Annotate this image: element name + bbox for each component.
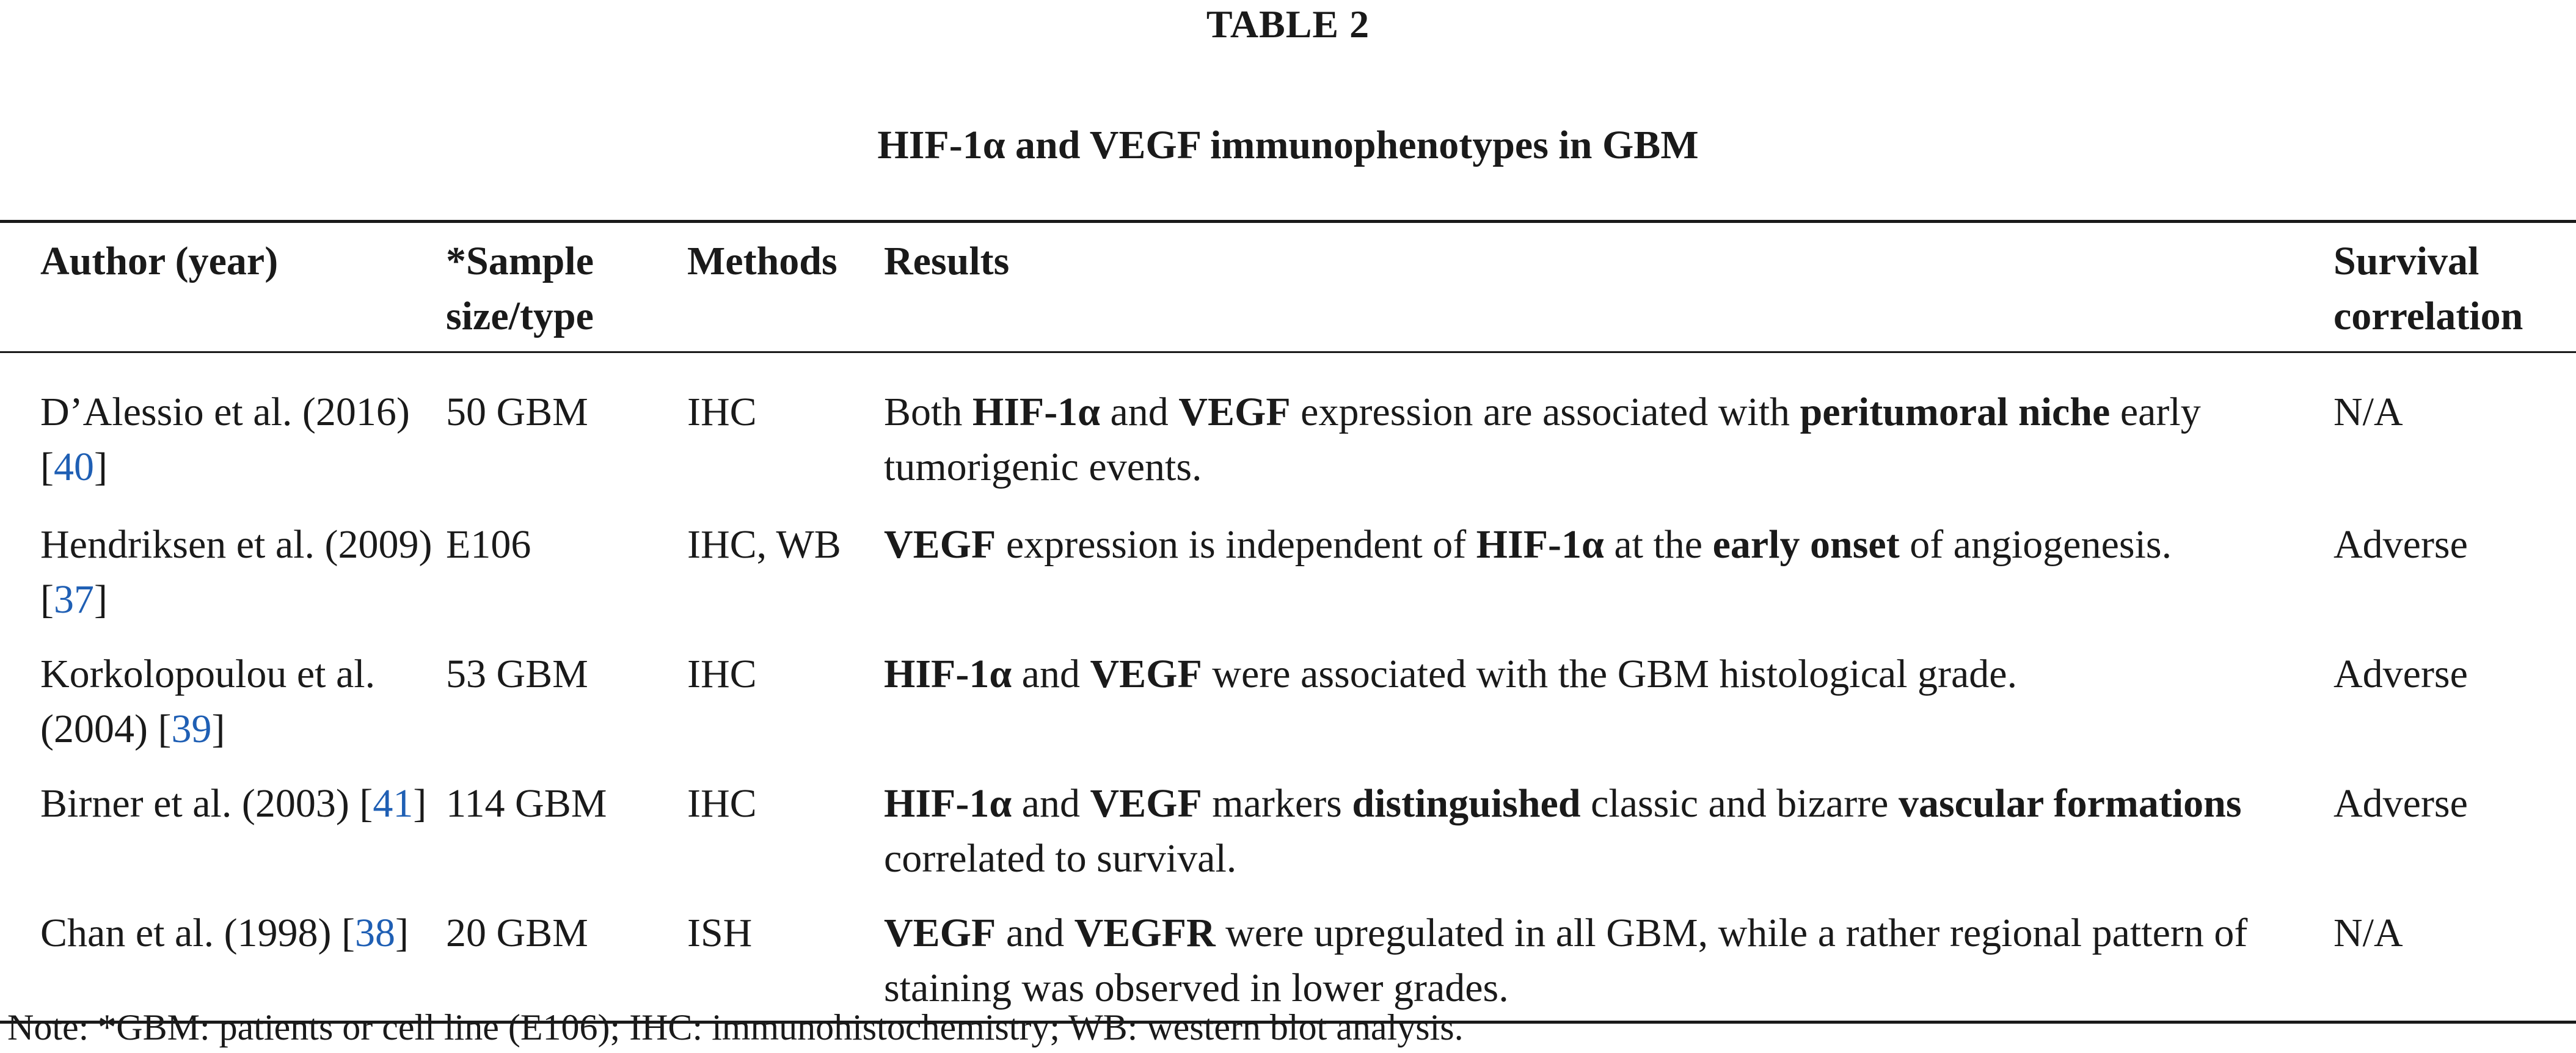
cell-methods: ISH (687, 910, 753, 955)
results-text: of angiogenesis. (1899, 522, 2172, 567)
reference-link[interactable]: 40 (53, 445, 94, 489)
results-emphasis: VEGF (884, 522, 996, 567)
header-survival: Survival correlation (2333, 239, 2523, 338)
results-emphasis: VEGFR (1074, 910, 1216, 955)
reference-link[interactable]: 39 (171, 706, 212, 751)
cell-author: Korkolopoulou et al. (2004) [39] (40, 651, 376, 751)
cell-author: D’Alessio et al. (2016) [40] (40, 390, 410, 489)
results-text: at the (1604, 522, 1713, 567)
results-text: expression are associated with (1290, 390, 1800, 434)
results-text: correlated to survival. (884, 836, 1237, 881)
results-text: markers (1202, 781, 1352, 826)
cell-survival: Adverse (2333, 651, 2468, 696)
cell-survival: N/A (2333, 910, 2403, 955)
header-row (0, 222, 2576, 352)
results-emphasis: distinguished (1352, 781, 1581, 826)
results-emphasis: vascular formations (1898, 781, 2242, 826)
results-emphasis: VEGF (1090, 781, 1202, 826)
cell-survival: Adverse (2333, 522, 2468, 567)
header-results: Results (884, 239, 1010, 283)
results-emphasis: HIF-1α (884, 651, 1012, 696)
cell-sample: E106 (446, 522, 531, 567)
cell-author: Chan et al. (1998) [38] (40, 910, 409, 955)
table-note: Note: *GBM: patients or cell line (E106); IHC: immunohistochemistry; WB: western blot analysis. (7, 1007, 1464, 1048)
cell-results (884, 762, 2333, 891)
author-text: Birner et al. (2003) (40, 781, 349, 826)
cell-author: Hendriksen et al. (2009) [37] (40, 522, 432, 622)
author-text: Chan et al. (1998) (40, 910, 332, 955)
results-text: and (1012, 651, 1090, 696)
cell-methods: IHC (687, 781, 757, 826)
cell-author: Birner et al. (2003) [41] (40, 781, 427, 826)
cell-sample: 20 GBM (446, 910, 588, 955)
cell-methods: IHC (687, 651, 757, 696)
results-text: Both (884, 390, 972, 434)
header-sample: *Sample size/type (446, 239, 594, 338)
results-emphasis: early onset (1712, 522, 1900, 567)
author-text: Korkolopoulou et al. (2004) (40, 651, 376, 751)
table-header (0, 222, 2576, 352)
results-text: early tumorigenic events. (884, 390, 2201, 489)
author-text: D’Alessio et al. (2016) (40, 390, 410, 434)
results-emphasis: HIF-1α (1476, 522, 1604, 567)
cell-survival: Adverse (2333, 781, 2468, 826)
reference-link[interactable]: 38 (355, 910, 396, 955)
reference-link[interactable]: 37 (53, 577, 94, 622)
results-text: and (1100, 390, 1179, 434)
table-row (0, 632, 2576, 762)
cell-sample: 50 GBM (446, 390, 588, 434)
results-text: expression is independent of (996, 522, 1476, 567)
cell-results (884, 503, 2333, 632)
results-text: were upregulated in all GBM, while a rather regional pattern of staining was observed in lower grades. (884, 910, 2248, 1010)
table-title: HIF-1α and VEGF immunophenotypes in GBM (877, 123, 1699, 167)
cell-sample: 53 GBM (446, 651, 588, 696)
table-row (0, 352, 2576, 503)
data-table (0, 220, 2576, 1024)
results-emphasis: VEGF (1178, 390, 1291, 434)
reference-link[interactable]: 41 (373, 781, 414, 826)
cell-methods: IHC, WB (687, 522, 841, 567)
results-text: and (1012, 781, 1090, 826)
results-text: were associated with the GBM histological grade. (1202, 651, 2018, 696)
table-row (0, 503, 2576, 632)
results-emphasis: HIF-1α (884, 781, 1012, 826)
cell-results (884, 632, 2333, 762)
table-row (0, 762, 2576, 891)
results-text: and (996, 910, 1075, 955)
header-author: Author (year) (40, 239, 279, 283)
cell-survival: N/A (2333, 390, 2403, 434)
results-emphasis: VEGF (884, 910, 996, 955)
cell-methods: IHC (687, 390, 757, 434)
cell-sample: 114 GBM (446, 781, 607, 826)
results-emphasis: HIF-1α (972, 390, 1101, 434)
header-methods: Methods (687, 239, 837, 283)
table-body (0, 352, 2576, 1022)
results-emphasis: VEGF (1090, 651, 1202, 696)
table-label: TABLE 2 (1206, 2, 1370, 46)
cell-results (884, 352, 2333, 503)
author-text: Hendriksen et al. (2009) (40, 522, 432, 567)
results-text: classic and bizarre (1580, 781, 1899, 826)
results-emphasis: peritumoral niche (1800, 390, 2111, 434)
